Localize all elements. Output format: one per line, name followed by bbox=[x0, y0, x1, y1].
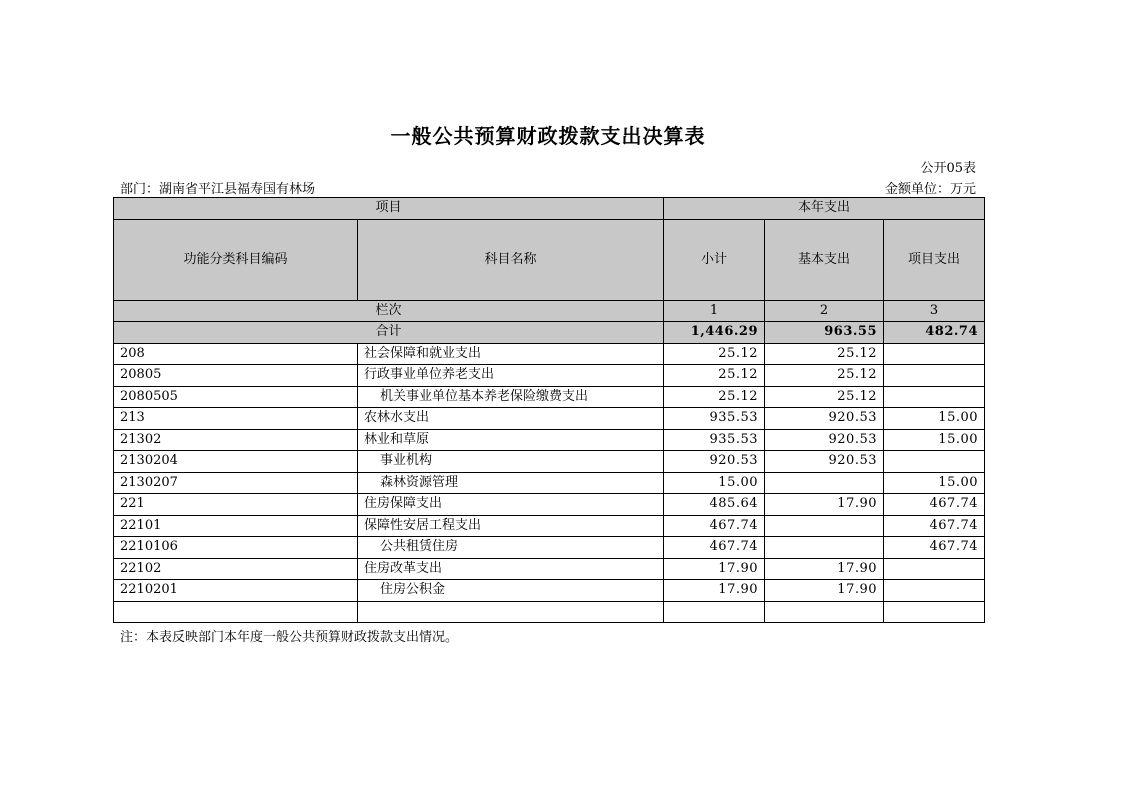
column-index-2: 2 bbox=[765, 300, 884, 322]
table-row bbox=[114, 494, 985, 516]
header-basic: 基本支出 bbox=[765, 219, 884, 300]
subtotal-cell: 935.53 bbox=[664, 408, 765, 430]
subtotal-cell: 25.12 bbox=[664, 386, 765, 408]
code-cell: 20805 bbox=[114, 365, 358, 387]
total-row bbox=[114, 322, 985, 344]
name-cell: 住房公积金 bbox=[358, 580, 664, 602]
table-row bbox=[114, 343, 985, 365]
table-row bbox=[114, 580, 985, 602]
table-row bbox=[114, 558, 985, 580]
name-cell: 森林资源管理 bbox=[358, 472, 664, 494]
total-basic: 963.55 bbox=[765, 322, 884, 344]
name-cell: 公共租赁住房 bbox=[358, 537, 664, 559]
unit-label: 金额单位：万元 bbox=[884, 182, 976, 197]
basic-cell bbox=[765, 601, 884, 623]
code-cell: 2210106 bbox=[114, 537, 358, 559]
code-cell: 221 bbox=[114, 494, 358, 516]
subtotal-cell: 935.53 bbox=[664, 429, 765, 451]
subtotal-cell: 467.74 bbox=[664, 537, 765, 559]
form-number: 公开05表 bbox=[920, 161, 976, 176]
project-cell: 467.74 bbox=[884, 537, 985, 559]
total-label: 合计 bbox=[114, 322, 664, 344]
subtotal-cell: 17.90 bbox=[664, 558, 765, 580]
header-name: 科目名称 bbox=[358, 219, 664, 300]
total-project: 482.74 bbox=[884, 322, 985, 344]
column-index-label: 栏次 bbox=[114, 300, 664, 322]
name-cell: 林业和草原 bbox=[358, 429, 664, 451]
project-cell: 467.74 bbox=[884, 494, 985, 516]
name-cell: 农林水支出 bbox=[358, 408, 664, 430]
header-code: 功能分类科目编码 bbox=[114, 219, 358, 300]
table-row bbox=[114, 408, 985, 430]
subtotal-cell: 15.00 bbox=[664, 472, 765, 494]
name-cell: 保障性安居工程支出 bbox=[358, 515, 664, 537]
header-subtotal: 小计 bbox=[664, 219, 765, 300]
project-cell bbox=[884, 601, 985, 623]
footnote: 注：本表反映部门本年度一般公共预算财政拨款支出情况。 bbox=[120, 630, 459, 645]
header-row-2 bbox=[114, 219, 985, 300]
table-row bbox=[114, 365, 985, 387]
expenditure-table bbox=[113, 197, 985, 623]
department-label: 部门：湖南省平江县福寿国有林场 bbox=[120, 182, 316, 197]
subtotal-cell: 17.90 bbox=[664, 580, 765, 602]
code-cell: 2210201 bbox=[114, 580, 358, 602]
code-cell: 21302 bbox=[114, 429, 358, 451]
project-cell bbox=[884, 580, 985, 602]
project-cell: 15.00 bbox=[884, 408, 985, 430]
project-cell bbox=[884, 451, 985, 473]
subtotal-cell: 920.53 bbox=[664, 451, 765, 473]
project-cell: 15.00 bbox=[884, 429, 985, 451]
basic-cell bbox=[765, 515, 884, 537]
code-cell: 22101 bbox=[114, 515, 358, 537]
column-index-row bbox=[114, 300, 985, 322]
name-cell: 社会保障和就业支出 bbox=[358, 343, 664, 365]
name-cell bbox=[358, 601, 664, 623]
code-cell: 22102 bbox=[114, 558, 358, 580]
subtotal-cell: 25.12 bbox=[664, 343, 765, 365]
table-row bbox=[114, 601, 985, 623]
project-cell bbox=[884, 386, 985, 408]
basic-cell: 17.90 bbox=[765, 558, 884, 580]
project-cell bbox=[884, 343, 985, 365]
basic-cell: 920.53 bbox=[765, 429, 884, 451]
column-index-3: 3 bbox=[884, 300, 985, 322]
subtotal-cell bbox=[664, 601, 765, 623]
project-cell: 467.74 bbox=[884, 515, 985, 537]
code-cell bbox=[114, 601, 358, 623]
table-row bbox=[114, 515, 985, 537]
basic-cell: 920.53 bbox=[765, 451, 884, 473]
total-subtotal: 1,446.29 bbox=[664, 322, 765, 344]
code-cell: 2080505 bbox=[114, 386, 358, 408]
code-cell: 2130204 bbox=[114, 451, 358, 473]
basic-cell: 920.53 bbox=[765, 408, 884, 430]
basic-cell bbox=[765, 472, 884, 494]
page-title: 一般公共预算财政拨款支出决算表 bbox=[390, 124, 706, 148]
column-index-1: 1 bbox=[664, 300, 765, 322]
basic-cell: 25.12 bbox=[765, 365, 884, 387]
subtotal-cell: 485.64 bbox=[664, 494, 765, 516]
name-cell: 行政事业单位养老支出 bbox=[358, 365, 664, 387]
subtotal-cell: 25.12 bbox=[664, 365, 765, 387]
table-row bbox=[114, 386, 985, 408]
name-cell: 事业机构 bbox=[358, 451, 664, 473]
project-cell bbox=[884, 558, 985, 580]
subtotal-cell: 467.74 bbox=[664, 515, 765, 537]
basic-cell: 17.90 bbox=[765, 494, 884, 516]
header-row-1 bbox=[114, 198, 985, 220]
table-row bbox=[114, 472, 985, 494]
project-cell bbox=[884, 365, 985, 387]
code-cell: 208 bbox=[114, 343, 358, 365]
name-cell: 住房改革支出 bbox=[358, 558, 664, 580]
name-cell: 机关事业单位基本养老保险缴费支出 bbox=[358, 386, 664, 408]
table-row bbox=[114, 429, 985, 451]
name-cell: 住房保障支出 bbox=[358, 494, 664, 516]
header-project: 项目支出 bbox=[884, 219, 985, 300]
table-row bbox=[114, 451, 985, 473]
header-current-year: 本年支出 bbox=[664, 198, 985, 220]
project-cell: 15.00 bbox=[884, 472, 985, 494]
code-cell: 2130207 bbox=[114, 472, 358, 494]
basic-cell: 25.12 bbox=[765, 343, 884, 365]
basic-cell: 25.12 bbox=[765, 386, 884, 408]
basic-cell: 17.90 bbox=[765, 580, 884, 602]
basic-cell bbox=[765, 537, 884, 559]
table-row bbox=[114, 537, 985, 559]
code-cell: 213 bbox=[114, 408, 358, 430]
header-item: 项目 bbox=[114, 198, 664, 220]
